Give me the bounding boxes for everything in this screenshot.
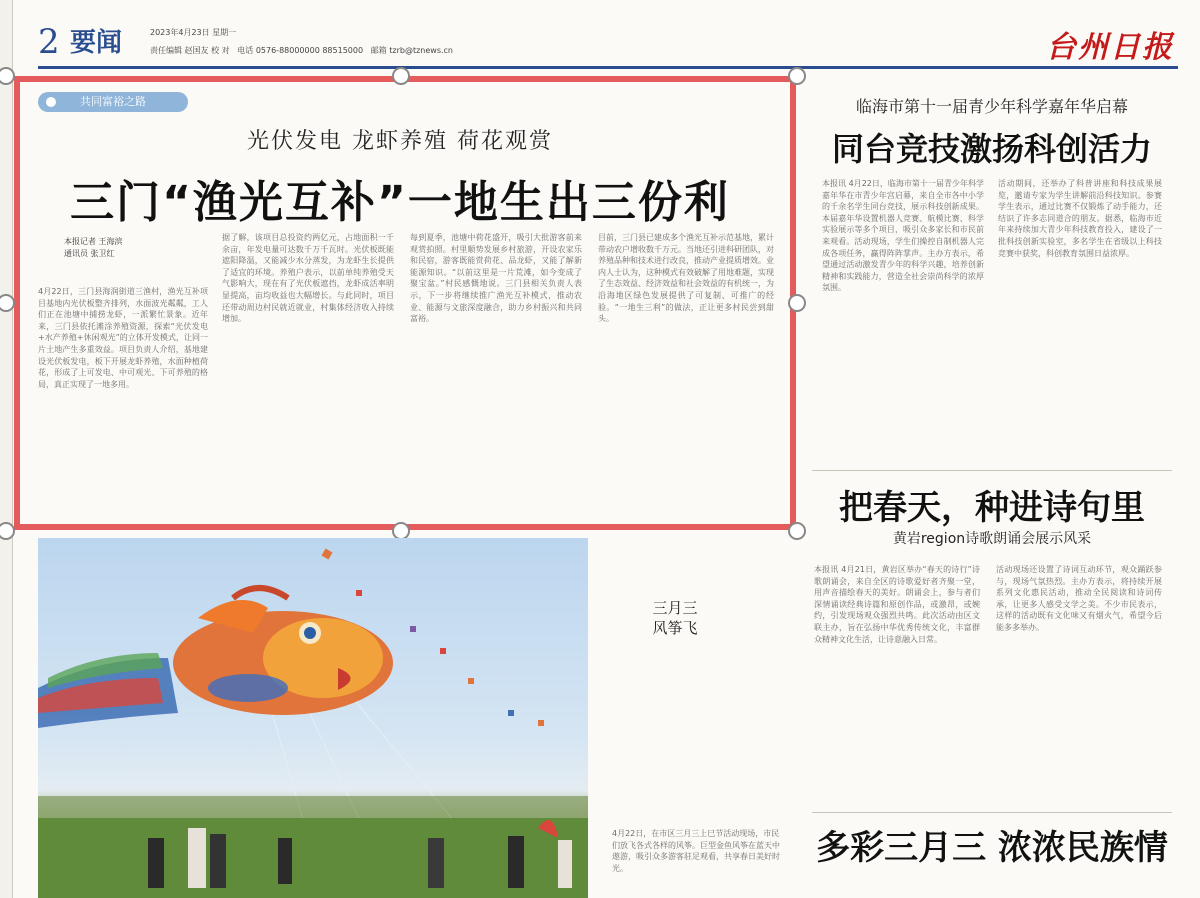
article-byline xyxy=(64,236,123,260)
byline-line: 通讯员 张卫红 xyxy=(64,249,115,258)
masthead-rule xyxy=(38,66,1178,69)
article-divider xyxy=(812,470,1172,471)
article-column-3: 每到夏季，池塘中荷花盛开，吸引大批游客前来观赏拍照。村里顺势发展乡村旅游，开设农家乐和民宿，游客既能赏荷花、品龙虾，又能了解新能源知识。“以前这里是一片荒滩，如今变成了聚宝盆。”村民感慨地说。三门县相关负责人表示，下一步将继续推广渔光互补模式，推动农业、能源与文旅深度融合，助力乡村振兴和共同富裕。 xyxy=(410,233,582,324)
photo-caption: 4月22日，在市区三月三上巳节活动现场，市民们放飞各式各样的风筝。巨型金鱼风筝在蓝天中遨游，吸引众多游客驻足观看，共享春日美好时光。 xyxy=(612,829,780,873)
right-article-column-2: 活动期间，还举办了科普讲座和科技成果展览，邀请专家为学生讲解前沿科技知识。参赛学生表示，通过比赛不仅锻炼了动手能力，还结识了许多志同道合的朋友。据悉，临海市近年来持续加大青少年科技教育投入，建设了一批科技创新实验室，多名学生在省级以上科技竞赛中获奖，科创教育氛围日益浓厚。 xyxy=(998,179,1162,258)
poetry-article-subhead: 黄岩region诗歌朗诵会展示风采 xyxy=(892,531,1092,547)
newspaper-logo: 台州日报 xyxy=(1046,30,1174,65)
page-number: 2 xyxy=(38,22,60,62)
editor-contact-line xyxy=(150,44,453,58)
poetry-article-headline: 把春天，种进诗句里 xyxy=(839,488,1145,528)
resize-handle-top-center[interactable] xyxy=(392,67,410,85)
byline-line: 本报记者 王海滨 xyxy=(64,237,123,246)
article-divider xyxy=(812,812,1172,813)
article-headline: 三门“渔光互补”一地生出三份利 xyxy=(70,177,730,228)
resize-handle-middle-right[interactable] xyxy=(788,294,806,312)
tag-bullet-icon xyxy=(46,97,56,107)
article-column-2: 据了解，该项目总投资约两亿元，占地面积一千余亩，年发电量可达数千万千瓦时。光伏板既能遮阳降温，又能减少水分蒸发，为龙虾生长提供了适宜的环境。养殖户表示，以前单纯养殖受天气影响大，现在有了光伏板遮挡，龙虾成活率明显提高，亩均收益也大幅增长。与此同时，项目还带动周边村民就近就业，村集体经济收入持续增加。 xyxy=(222,233,394,324)
poetry-article-column-2: 活动现场还设置了诗词互动环节，观众踊跃参与，现场气氛热烈。主办方表示，将持续开展系列文化惠民活动，推动全民阅读和诗词传承，让更多人感受文学之美。不少市民表示，这样的活动既有文化味又有烟火气，希望今后能多多举办。 xyxy=(996,565,1162,632)
kite-photo-illustration xyxy=(38,538,588,898)
photo-title-line: 三月三 xyxy=(652,599,698,617)
right-article-kicker: 临海市第十一届青少年科学嘉年华启幕 xyxy=(855,97,1128,116)
ethnic-article-headline: 多彩三月三 浓浓民族情 xyxy=(816,828,1168,868)
right-article-column-1: 本报讯 4月22日，临海市第十一届青少年科学嘉年华在市青少年宫启幕，来自全市各中小学的千余名学生同台竞技，展示科技创新成果。本届嘉年华设置机器人竞赛、航模比赛、科学实验展示等多个项目，吸引众多家长和市民前来观看。活动现场，学生们操控自制机器人完成各项任务，赢得阵阵掌声。主办方表示，希望通过活动激发青少年的科学兴趣，培养创新精神和实践能力，营造全社会崇尚科学的浓厚氛围。 xyxy=(822,179,984,293)
resize-handle-top-right[interactable] xyxy=(788,67,806,85)
contact-text: 电话 0576-88000000 88515000 xyxy=(237,46,364,55)
article-column-1: 4月22日，三门县海润街道三渔村，渔光互补项目基地内光伏板整齐排列，水面波光粼粼，工人们正在池塘中捕捞龙虾，一派繁忙景象。近年来，三门县依托滩涂养殖资源，探索“光伏发电+水产养殖+休闲观光”的立体开发模式，让同一片土地产生多重效益。项目负责人介绍，基地建设光伏板发电，板下开展龙虾养殖，水面种植荷花，形成了上可发电、中可观光、下可养殖的格局，真正实现了一地多用。 xyxy=(38,287,208,389)
poetry-article-column-1: 本报讯 4月21日，黄岩区举办“春天的诗行”诗歌朗诵会，来自全区的诗歌爱好者齐聚一堂，用声音描绘春天的美好。朗诵会上，参与者们深情诵读经典诗篇和原创作品，或激昂，或婉约，引发现场观众强烈共鸣。此次活动由区文联主办，旨在弘扬中华优秀传统文化，丰富群众精神文化生活，让诗意融入日常。 xyxy=(814,565,980,644)
right-article-headline: 同台竞技激扬科创活力 xyxy=(831,130,1152,168)
editor-text: 责任编辑 赵国友 校 对 xyxy=(150,46,230,55)
section-title: 要闻 xyxy=(70,28,123,58)
article-kicker: 光伏发电 龙虾养殖 荷花观赏 xyxy=(247,129,553,154)
date-text: 2023年4月23日 星期一 xyxy=(150,28,237,37)
email-text: 邮箱 tzrb@tznews.cn xyxy=(370,46,453,55)
resize-handle-bottom-right[interactable] xyxy=(788,522,806,540)
article-column-4: 目前，三门县已建成多个渔光互补示范基地，累计带动农户增收数千万元。当地还引进科研团队，对养殖品种和技术进行改良，推动产业提质增效。业内人士认为，这种模式有效破解了用地难题，实现了生态效益、经济效益和社会效益的有机统一，为沿海地区绿色发展提供了可复制、可推广的经验。“一地生三利”的做法，正让更多村民尝到甜头。 xyxy=(598,233,774,324)
kite-photo xyxy=(38,538,588,898)
photo-title-line: 风筝飞 xyxy=(652,619,698,637)
column-tag: 共同富裕之路 xyxy=(38,92,188,112)
masthead xyxy=(38,22,1178,64)
date-line xyxy=(150,26,236,40)
photo-feature-title xyxy=(650,598,700,638)
